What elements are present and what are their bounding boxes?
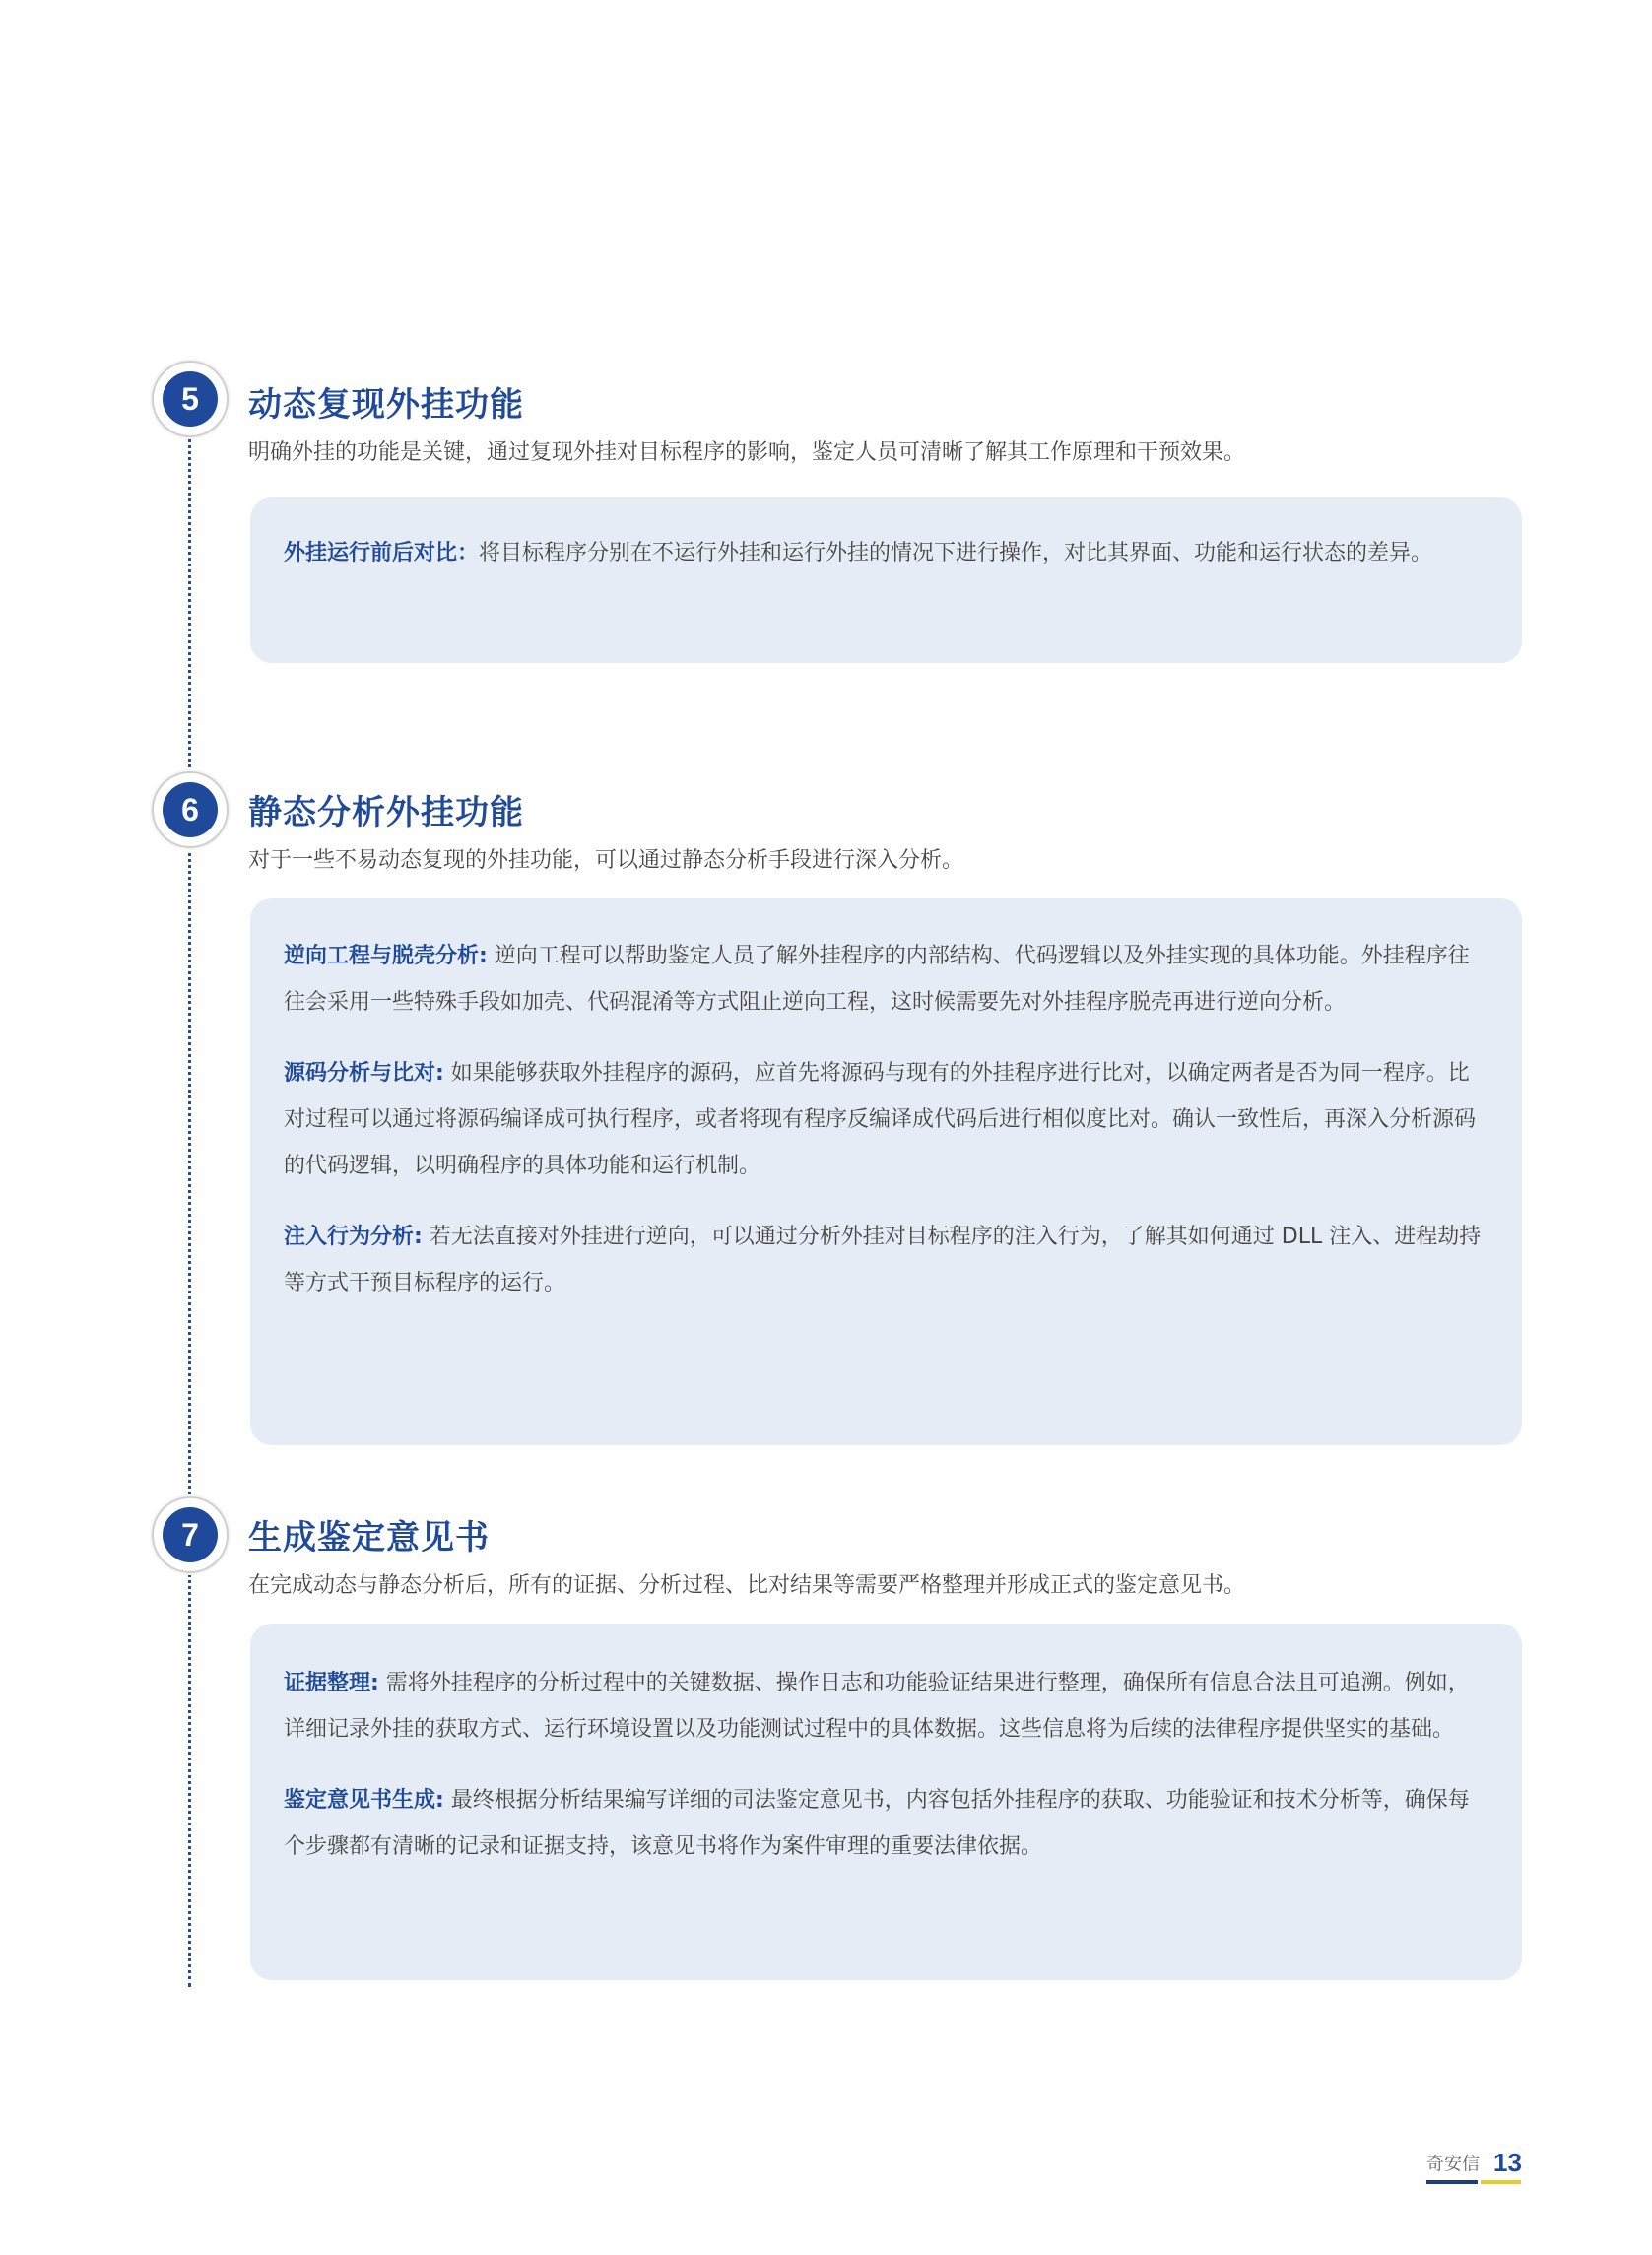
step-marker-7: [152, 1496, 229, 1573]
footer-brand: 奇安信: [1426, 2154, 1480, 2175]
footer-bar-yellow: [1481, 2180, 1521, 2184]
step-number: 5: [163, 371, 218, 427]
detail-label: 注入行为分析:: [284, 1225, 423, 1249]
detail-text: 将目标程序分别在不运行外挂和运行外挂的情况下进行操作，对比其界面、功能和运行状态的差异。: [479, 541, 1433, 565]
step-number: 7: [163, 1507, 218, 1562]
step-marker-6: [152, 771, 229, 848]
step-marker-5: [152, 361, 229, 437]
detail-label: 源码分析与比对:: [284, 1061, 444, 1086]
detail-box: [250, 898, 1522, 1445]
timeline-dotted-line: [188, 438, 191, 1987]
detail-item: [284, 530, 1487, 576]
section-title: 动态复现外挂功能: [248, 385, 524, 425]
detail-box: [250, 1624, 1522, 1980]
detail-item: [284, 1777, 1487, 1870]
step-number: 6: [163, 782, 218, 837]
section-subtitle: 在完成动态与静态分析后，所有的证据、分析过程、比对结果等需要严格整理并形成正式的鉴定意见书。: [248, 1573, 1246, 1598]
detail-text: 最终根据分析结果编写详细的司法鉴定意见书，内容包括外挂程序的获取、功能验证和技术分析等，确保每个步骤都有清晰的记录和证据支持，该意见书将作为案件审理的重要法律依据。: [284, 1788, 1470, 1859]
section-title: 生成鉴定意见书: [248, 1518, 490, 1558]
detail-label: 逆向工程与脱壳分析:: [284, 944, 488, 968]
detail-item: [284, 1660, 1487, 1753]
detail-text: 逆向工程可以帮助鉴定人员了解外挂程序的内部结构、代码逻辑以及外挂实现的具体功能。外挂程序往往会采用一些特殊手段如加壳、代码混淆等方式阻止逆向工程，这时候需要先对外挂程序脱壳再进行逆向分析。: [284, 944, 1470, 1015]
detail-label: 外挂运行前后对比：: [284, 541, 480, 565]
section-subtitle: 明确外挂的功能是关键，通过复现外挂对目标程序的影响，鉴定人员可清晰了解其工作原理和干预效果。: [248, 440, 1246, 465]
detail-item: [284, 1050, 1487, 1189]
section-title: 静态分析外挂功能: [248, 793, 524, 832]
detail-text: 需将外挂程序的分析过程中的关键数据、操作日志和功能验证结果进行整理，确保所有信息合法且可追溯。例如，详细记录外挂的获取方式、运行环境设置以及功能测试过程中的具体数据。这些信息将为后续的法律程序提供坚实的基础。: [284, 1671, 1470, 1742]
section-subtitle: 对于一些不易动态复现的外挂功能，可以通过静态分析手段进行深入分析。: [248, 848, 964, 873]
page-number: 13: [1493, 2148, 1522, 2177]
footer-accent-bars: [1426, 2180, 1521, 2184]
detail-item: [284, 933, 1487, 1026]
detail-text: 若无法直接对外挂进行逆向，可以通过分析外挂对目标程序的注入行为，了解其如何通过 DLL 注入、进程劫持等方式干预目标程序的运行。: [284, 1225, 1482, 1295]
footer-bar-blue: [1426, 2180, 1478, 2184]
page-footer: [1426, 2148, 1522, 2178]
detail-label: 证据整理:: [284, 1671, 379, 1695]
detail-label: 鉴定意见书生成:: [284, 1788, 444, 1813]
detail-text: 如果能够获取外挂程序的源码，应首先将源码与现有的外挂程序进行比对，以确定两者是否为同一程序。比对过程可以通过将源码编译成可执行程序，或者将现有程序反编译成代码后进行相似度比对。确认一致性后，再深入分析源码的代码逻辑，以明确程序的具体功能和运行机制。: [284, 1061, 1477, 1178]
detail-box: [250, 497, 1522, 663]
detail-item: [284, 1214, 1487, 1306]
